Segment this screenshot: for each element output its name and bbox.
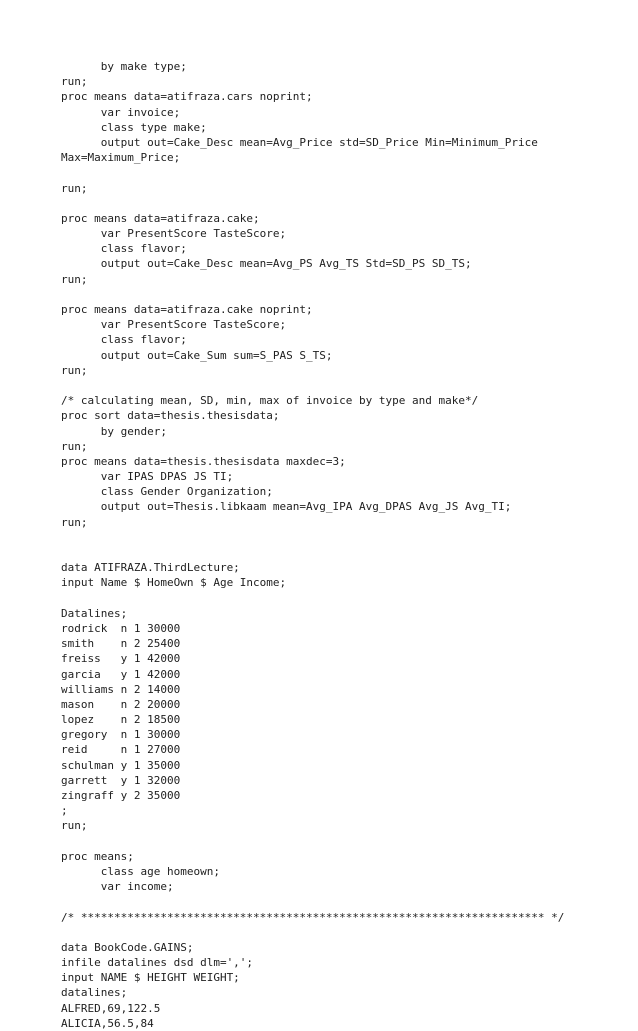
- code-line: input NAME $ HEIGHT WEIGHT;: [61, 971, 240, 985]
- code-line: by gender;: [61, 424, 167, 438]
- code-line: run;: [61, 515, 88, 529]
- code-line: Datalines;: [61, 606, 128, 620]
- code-line: proc means;: [61, 849, 134, 863]
- code-line: var PresentScore TasteScore;: [61, 318, 287, 332]
- code-line: [61, 165, 621, 180]
- code-line: schulman y 1 35000: [61, 758, 181, 772]
- code-line: garcia y 1 42000: [61, 667, 181, 681]
- code-line: gregory n 1 30000: [61, 728, 181, 742]
- code-line: [61, 196, 621, 211]
- code-line: output out=Cake_Sum sum=S_PAS S_TS;: [61, 348, 333, 362]
- code-line: mason n 2 20000: [61, 697, 181, 711]
- code-line: ALFRED,69,122.5: [61, 1001, 161, 1015]
- code-line: run;: [61, 181, 88, 195]
- code-line: proc means data=atifraza.cake noprint;: [61, 303, 313, 316]
- code-line: class type make;: [61, 120, 207, 134]
- code-line: class flavor;: [61, 333, 187, 347]
- code-line: class age homeown;: [61, 864, 220, 878]
- code-line: [61, 530, 621, 545]
- code-line: var PresentScore TasteScore;: [61, 227, 287, 241]
- code-line: var invoice;: [61, 105, 181, 119]
- code-listing: [61, 59, 621, 1031]
- code-line: reid n 1 27000: [61, 743, 181, 757]
- code-line: output out=Thesis.libkaam mean=Avg_IPA Avg_DPAS Avg_JS Avg_TI;: [61, 500, 512, 514]
- code-line: freiss y 1 42000: [61, 652, 181, 666]
- code-line: zingraff y 2 35000: [61, 789, 181, 802]
- code-line: lopez n 2 18500: [61, 713, 181, 727]
- code-line: run;: [61, 75, 88, 89]
- code-line: class Gender Organization;: [61, 485, 273, 499]
- code-line: data BookCode.GAINS;: [61, 940, 194, 954]
- code-line: output out=Cake_Desc mean=Avg_Price std=SD_Price Min=Minimum_Price: [61, 135, 538, 149]
- code-line: proc means data=atifraza.cars noprint;: [61, 90, 313, 104]
- code-line: run;: [61, 819, 88, 833]
- code-line: /* calculating mean, SD, min, max of invoice by type and make*/: [61, 394, 479, 408]
- code-line: data ATIFRAZA.ThirdLecture;: [61, 561, 240, 575]
- code-line: datalines;: [61, 986, 128, 1000]
- code-line: infile datalines dsd dlm=',';: [61, 956, 254, 970]
- code-line: output out=Cake_Desc mean=Avg_PS Avg_TS Std=SD_PS SD_TS;: [61, 257, 472, 271]
- code-line: ALICIA,56.5,84: [61, 1016, 154, 1030]
- code-line: williams n 2 14000: [61, 682, 181, 696]
- code-line: [61, 378, 621, 393]
- code-line: run;: [61, 272, 88, 286]
- code-line: [61, 591, 621, 606]
- code-line: by make type;: [61, 60, 187, 73]
- code-line: proc means data=thesis.thesisdata maxdec=3;: [61, 454, 346, 468]
- code-line: run;: [61, 439, 88, 453]
- code-line: [61, 894, 621, 909]
- code-line: ;: [61, 804, 68, 818]
- code-line: input Name $ HomeOwn $ Age Income;: [61, 576, 287, 590]
- code-line: [61, 834, 621, 849]
- code-line: proc means data=atifraza.cake;: [61, 211, 260, 225]
- code-line: class flavor;: [61, 242, 187, 256]
- code-line: [61, 925, 621, 940]
- code-line: run;: [61, 363, 88, 377]
- code-line: /* ********************************************************************** */: [61, 910, 565, 924]
- code-line: garrett y 1 32000: [61, 773, 181, 787]
- code-line: var income;: [61, 880, 174, 894]
- code-line: Max=Maximum_Price;: [61, 151, 181, 165]
- code-line: smith n 2 25400: [61, 637, 181, 651]
- code-line: [61, 545, 621, 560]
- code-line: [61, 287, 621, 302]
- code-line: rodrick n 1 30000: [61, 621, 181, 635]
- code-line: var IPAS DPAS JS TI;: [61, 470, 234, 484]
- code-line: proc sort data=thesis.thesisdata;: [61, 409, 280, 423]
